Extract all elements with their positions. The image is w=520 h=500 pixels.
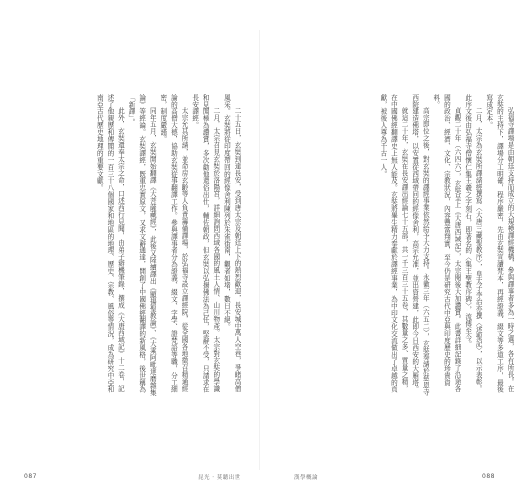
left-paragraph: 二十五日，玄奘到達長安，受到唐太宗及朝廷上下的熱烈歡迎，長安城中萬人空巷，爭睹高僧風采。玄奘將從印度帶回的經像舍利陳列於朱雀街南，觀者如堵，數日不絕。 xyxy=(222,94,241,393)
right-page-number: 088 xyxy=(482,473,495,480)
right-paragraph: 就這二十年，玄奘在長安譯出經論七十五部，共一千三百三十五卷，其數量之多、質量之精，在中國佛經翻譯史上無人能及。玄奘將畢生精力奉獻於譯經事業，為中印文化交流做出了卓越的貢獻，被後人尊為千古一人。 xyxy=(378,94,409,393)
right-running-head: 漢學概論 xyxy=(294,475,319,481)
left-paragraph: 二月，太宗召見玄奘於洛陽宮，詳細詢問西域各國的風土人情、山川物產。太宗對玄奘的學識和見聞極為讚賞，多次勸他還俗出仕，輔佐朝政，但玄奘以弘揚佛法為己任，堅辭不受，只請求在長安譯經。 xyxy=(190,94,220,393)
left-running-head: 昆光 · 莫聽出世 xyxy=(198,475,241,481)
right-paragraph: 弘福寺譯場是由朝廷支持而成立的大規模譯經機構，參與譯事者多為一時之選，各有所長。在玄奘的主持下，譯場分工明確，程序嚴密，先由玄奘宣讀梵本，再經證義、綴文等多道工序，最後寫成定本。 xyxy=(484,94,514,393)
right-page xyxy=(260,0,520,500)
left-paragraph: 此外，玄奘還奉太宗之命，口述西行見聞，由弟子辯機筆錄，撰成《大唐西域記》十二卷，記述了他親歷和傳聞的一百三十八個國家和地區的地理、歷史、宗教、風俗等情況，成為研究中亞和南亞古代歷史地理的重要文獻。 xyxy=(95,94,125,393)
right-paragraph: 貞觀二十年（六四六），玄奘呈上《大唐西域記》，太宗閱後大加讚賞。此書詳細記錄了沿途各國的政治、經濟、文化、宗教狀況，內容豐富翔實，至今仍是研究古代中亞與印度歷史的珍貴資料。 xyxy=(431,94,462,393)
left-paragraph: 太宗允其所請，並命房玄齡等人負責籌備譯場，於弘福寺設立譯經院，從全國各地徵召精通經論的高僧大德，協助玄奘從事翻譯工作。參與譯事者分為證義、綴文、字學、證梵語等職，分工細密，制度嚴謹。 xyxy=(158,94,189,393)
right-paragraph: 高宗即位之後，對玄奘的譯經事業依然給予大力支持。永徽三年（六五二），玄奘奏請於慈恩寺西院建造佛塔，以安置從西域帶回的經像舍利，高宗允准，並出資營建，此即今日西安的大雁塔。 xyxy=(410,94,430,396)
right-page-text xyxy=(293,94,515,398)
right-paragraph: 二月，太宗為玄奘所譯諸經撰寫〈大唐三藏聖教序〉，皇太子李治亦撰〈述聖記〉，以示表彰。此序文後由弘福寺僧懷仁集王羲之字刻石，即著名的〈集王聖教序碑〉，流傳至今。 xyxy=(463,94,483,393)
left-page-text xyxy=(28,94,242,398)
left-page-number: 087 xyxy=(24,473,37,480)
left-paragraph: 同年五月，玄奘開始翻譯《大菩薩藏經》，此後又陸續譯出《顯揚聖教論》、《大乘阿毗達磨雜集論》等經論。玄奘譯經，既重忠實原文，又求文辭通達，開創了中國佛經翻譯的新風格，後世稱為「新譯」。 xyxy=(127,94,157,397)
